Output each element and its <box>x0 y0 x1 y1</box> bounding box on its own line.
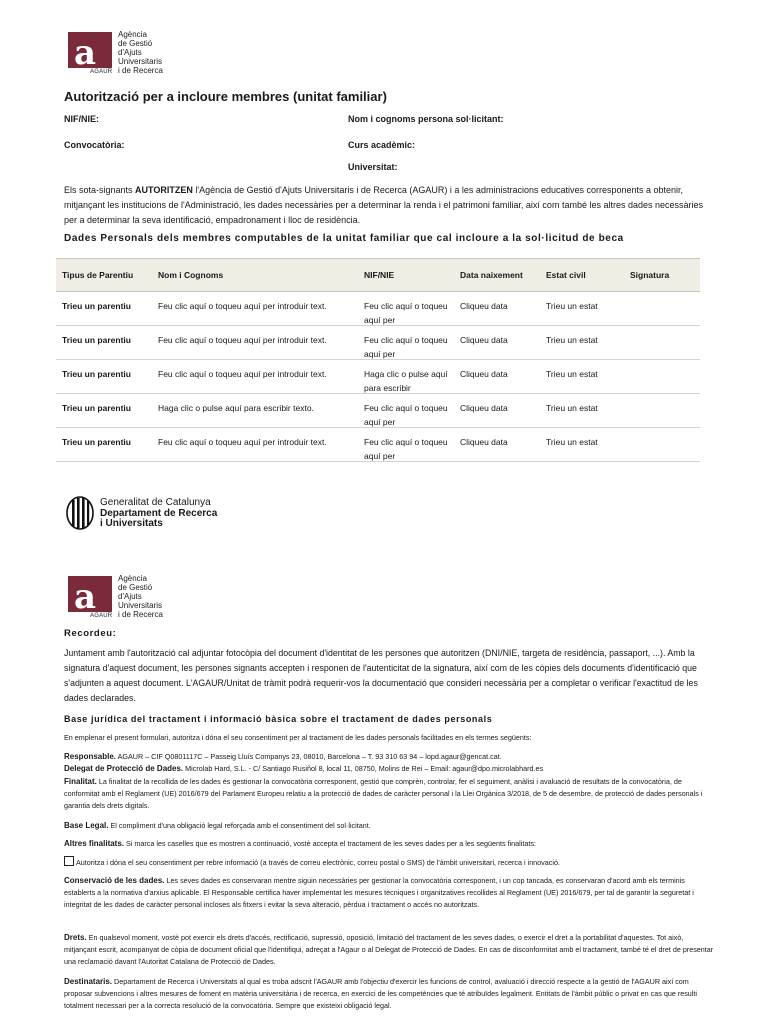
relationship-dropdown[interactable]: Trieu un parentiu <box>56 292 152 326</box>
form-title: Autorització per a incloure membres (unitat familiar) <box>64 89 387 104</box>
civil-status-dropdown[interactable]: Trieu un estat <box>540 360 624 394</box>
consent-row <box>64 856 714 869</box>
signature-field[interactable] <box>624 326 700 360</box>
agaur-name: Agència de Gestió d'Ajuts Universitaris i de Recerca <box>118 30 163 75</box>
agaur-acronym: AGAUR <box>90 69 113 75</box>
agaur-logo-page2 <box>66 574 176 624</box>
header-name: Nom i Cognoms <box>152 259 358 292</box>
nif-field[interactable]: Feu clic aquí o toqueu aquí per <box>358 326 454 360</box>
name-field[interactable]: Feu clic aquí o toqueu aquí per introduir text. <box>152 360 358 394</box>
call-label: Convocatòria: <box>64 140 125 150</box>
signature-field[interactable] <box>624 394 700 428</box>
other-purposes-info: Altres finalitats. Si marca les caselles que es mostren a continuació, vostè accepta el tractament de les seves dades per a les següents finalitats: <box>64 839 536 848</box>
name-field[interactable]: Feu clic aquí o toqueu aquí per introduir text. <box>152 428 358 462</box>
civil-status-dropdown[interactable]: Trieu un estat <box>540 292 624 326</box>
signature-field[interactable] <box>624 292 700 326</box>
generalitat-line1: Generalitat de Catalunya <box>100 497 211 508</box>
header-nif: NIF/NIE <box>358 259 454 292</box>
generalitat-line2: Departament de Recerca <box>100 508 218 519</box>
academic-year-label: Curs acadèmic: <box>348 140 416 150</box>
recipients-info: Destinataris. Departament de Recerca i Universitats al qual es troba adscrit l'AGAUR amb l'objectiu d'exercir les funcions de control, avaluació i direcció respecte a la gestió de l'AGAUR així com proposar subvencions i altres mesures de foment en matèria universitària i de recerca, en exercici de les competències que té atribuïdes legalment. Entitats de l'àmbit públic o privat en cas que resulti totalment necessari per a la correcta resolució de la convocatòria. Sempre que existeixi obligació legal. <box>64 977 697 1010</box>
authorization-text: Els sota-signants AUTORITZEN l'Agència de Gestió d'Ajuts Universitaris i de Recerca (AGAUR) i a les administracions educatives corresponents a obtenir, mitjançant les institucions de l'Administració, les dades necessàries per a determinar la renda i el patrimoni familiar, així com també les altres dades necessàries per a determinar la seva identificació, empadronament i lloc de residència. <box>64 185 704 225</box>
relationship-dropdown[interactable]: Trieu un parentiu <box>56 360 152 394</box>
nif-field[interactable]: Feu clic aquí o toqueu aquí per <box>358 292 454 326</box>
table-row <box>56 360 700 394</box>
agaur-logo <box>66 30 176 80</box>
nif-field[interactable]: Feu clic aquí o toqueu aquí per <box>358 428 454 462</box>
university-label: Universitat: <box>348 162 398 172</box>
table-row <box>56 428 700 462</box>
civil-status-dropdown[interactable]: Trieu un estat <box>540 394 624 428</box>
table-header-row <box>56 259 700 292</box>
name-field[interactable]: Feu clic aquí o toqueu aquí per introduir text. <box>152 292 358 326</box>
agaur-logo-glyph: a <box>74 33 97 73</box>
nif-field[interactable]: Haga clic o pulse aquí para escribir <box>358 360 454 394</box>
birthdate-picker[interactable]: Cliqueu data <box>454 394 540 428</box>
signature-field[interactable] <box>624 360 700 394</box>
legal-basis-title: Base jurídica del tractament i informació bàsica sobre el tractament de dades personals <box>64 714 493 724</box>
relationship-dropdown[interactable]: Trieu un parentiu <box>56 428 152 462</box>
consent-label: Autoritza i dóna el seu consentiment per rebre informació (a través de correu electrònic, correu postal o SMS) de l'àmbit universitari, recerca i innovació. <box>76 858 560 867</box>
signature-field[interactable] <box>624 428 700 462</box>
agaur-acronym: AGAUR <box>90 613 113 619</box>
birthdate-picker[interactable]: Cliqueu data <box>454 326 540 360</box>
dpo-info: Delegat de Protecció de Dades. Microlab Hard, S.L. - C/ Santiago Rusiñol 8, local 11, 08750, Molins de Rei – Email: agaur@dpo.microlabhard.es <box>64 764 544 773</box>
header-relationship: Tipus de Parentiu <box>56 259 152 292</box>
civil-status-dropdown[interactable]: Trieu un estat <box>540 428 624 462</box>
generalitat-emblem-icon <box>66 496 94 530</box>
retention-info: Conservació de les dades. Les seves dades es conservaran mentre siguin necessàries per gestionar la convocatòria corresponent, i un cop tancada, es conservaran d'acord amb els terminis establerts a la normativa d'arxius aplicable. El Responsable certifica haver implementat les mesures tècniques i organitzatives recollides al Reglament (UE) 2016/679, per tal de garantir la seguretat i integritat de les dades de caràcter personal incloses als fitxers i evitar la seva alteració, pèrdua i tractament o accés no autoritzats. <box>64 876 694 909</box>
applicant-name-label: Nom i cognoms persona sol·licitant: <box>348 114 504 124</box>
header-signature: Signatura <box>624 259 700 292</box>
table-row <box>56 292 700 326</box>
remember-title: Recordeu: <box>64 628 117 639</box>
nif-label: NIF/NIE: <box>64 114 99 124</box>
agaur-name: Agència de Gestió d'Ajuts Universitaris i de Recerca <box>118 574 163 619</box>
purpose-info: Finalitat. La finalitat de la recollida de les dades és gestionar la convocatòria corresponent, gestió que comprèn, controlar, fer el seguiment, anàlisi i avaluació de resultats de la convocatòria, de conformitat amb el Reglament (UE) 2016/679 del Parlament Europeu relatiu a la protecció de dades de caràcter personal i la Llei Orgànica 3/2018, de 5 de desembre, de protecció de dades personals i garantia dels drets digitals. <box>64 777 703 810</box>
remember-text: Juntament amb l'autorització cal adjuntar fotocòpia del document d'identitat de les persones que autoritzen (DNI/NIE, targeta de residència, passaport, ...). Amb la signatura d'aquest document, les persones signants accepten i responen de l'autenticitat de la signatura, així com de les còpies dels documents d'identificació que s'adjunten a aquest document. L'AGAUR/Unitat de tràmit podrà requerir-vos la documentació que consideri necessària per a completar o verificar l'exactitud de les dades declarades. <box>64 648 698 703</box>
birthdate-picker[interactable]: Cliqueu data <box>454 292 540 326</box>
birthdate-picker[interactable]: Cliqueu data <box>454 428 540 462</box>
legal-intro: En emplenar el present formulari, autoritza i dóna el seu consentiment per al tractament de les dades personals facilitades en els termes següents: <box>64 733 532 742</box>
header-birthdate: Data naixement <box>454 259 540 292</box>
relationship-dropdown[interactable]: Trieu un parentiu <box>56 394 152 428</box>
section-title-family: Dades Personals dels membres computables de la unitat familiar que cal incloure a la sol·licitud de beca <box>64 233 624 244</box>
civil-status-dropdown[interactable]: Trieu un estat <box>540 326 624 360</box>
header-civil-status: Estat civil <box>540 259 624 292</box>
agaur-logo-glyph: a <box>74 577 97 617</box>
rights-info: Drets. En qualsevol moment, vostè pot exercir els drets d'accés, rectificació, supressió, oposició, limitació del tractament de les seves dades, o exercir el dret a la portabilitat d'aquestes. Tot això, mitjançant escrit, acompanyat de còpia de document oficial que l'identifiqui, adreçat a l'Agaur o al Delegat de Protecció de Dades. En cas de disconformitat amb el tractament, també té el dret de presentar una reclamació davant l'Autoritat Catalana de Protecció de Dades. <box>64 933 714 966</box>
table-row <box>56 394 700 428</box>
legal-base-info: Base Legal. El compliment d'una obligació legal reforçada amb el consentiment del sol·licitant. <box>64 821 371 830</box>
relationship-dropdown[interactable]: Trieu un parentiu <box>56 326 152 360</box>
nif-field[interactable]: Feu clic aquí o toqueu aquí per <box>358 394 454 428</box>
generalitat-line3: i Universitats <box>100 518 163 529</box>
table-row <box>56 326 700 360</box>
generalitat-logo <box>66 496 266 532</box>
controller-info: Responsable. AGAUR – CIF Q0801117C – Passeig Lluís Companys 23, 08010, Barcelona – T. 93 310 63 94 – lopd.agaur@gencat.cat. <box>64 752 502 761</box>
name-field[interactable]: Feu clic aquí o toqueu aquí per introduir text. <box>152 326 358 360</box>
family-members-table <box>56 258 700 462</box>
name-field[interactable]: Haga clic o pulse aquí para escribir texto. <box>152 394 358 428</box>
consent-checkbox[interactable] <box>64 856 74 866</box>
birthdate-picker[interactable]: Cliqueu data <box>454 360 540 394</box>
